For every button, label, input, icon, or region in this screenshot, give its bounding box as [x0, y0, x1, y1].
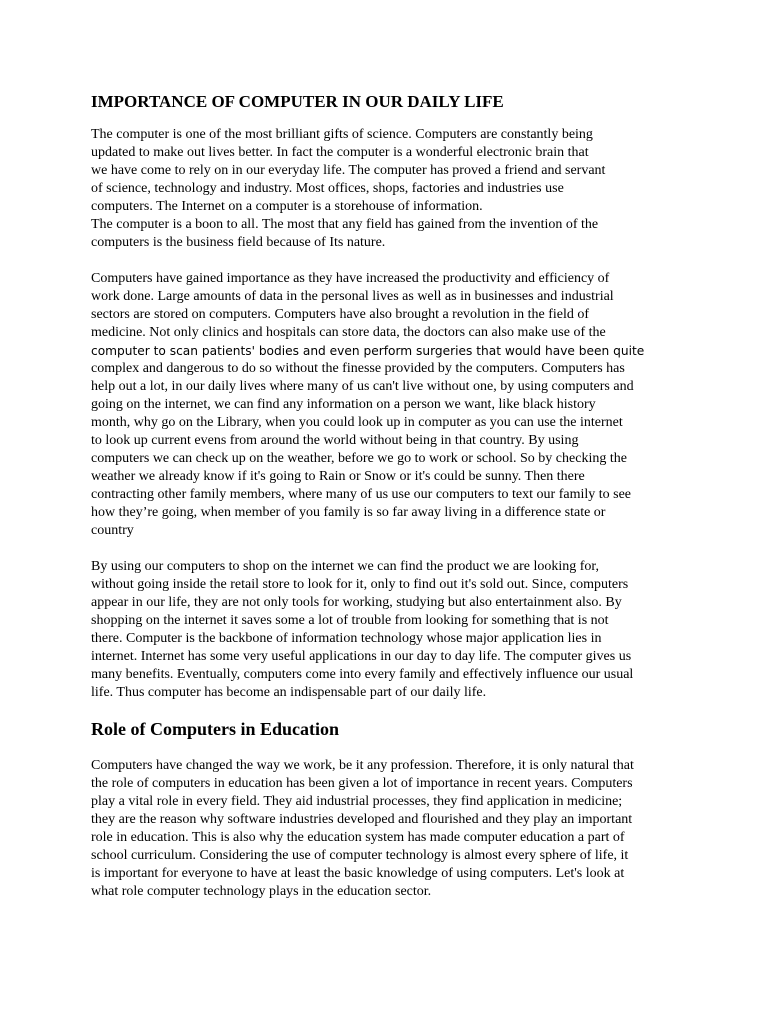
text-line: there. Computer is the backbone of information technology whose major application lies in	[91, 631, 602, 646]
paragraph-spacer	[91, 252, 691, 270]
text-line: computers. The Internet on a computer is a storehouse of information.	[91, 199, 483, 214]
text-line: Computers have changed the way we work, be it any profession. Therefore, it is only natural that	[91, 758, 634, 773]
text-line: many benefits. Eventually, computers come into every family and effectively influence our usual	[91, 667, 634, 682]
document-title: IMPORTANCE OF COMPUTER IN OUR DAILY LIFE	[91, 92, 504, 111]
text-line: is important for everyone to have at least the basic knowledge of using computers. Let's look at	[91, 866, 625, 881]
paragraph-2	[91, 270, 691, 540]
text-line: play a vital role in every field. They aid industrial processes, they find application in medicine;	[91, 794, 623, 809]
text-line: internet. Internet has some very useful applications in our day to day life. The computer gives us	[91, 649, 632, 664]
text-line: shopping on the internet it saves some a lot of trouble from looking for something that is not	[91, 613, 609, 628]
text-line: life. Thus computer has become an indispensable part of our daily life.	[91, 685, 487, 700]
text-line: contracting other family members, where many of us use our computers to text our family to see	[91, 487, 632, 502]
text-line: country	[91, 523, 134, 538]
text-line: weather we already know if it's going to Rain or Snow or it's could be sunny. Then there	[91, 469, 585, 484]
text-line: school curriculum. Considering the use of computer technology is almost every sphere of life, it	[91, 848, 629, 863]
text-line: the role of computers in education has been given a lot of importance in recent years. Computers	[91, 776, 633, 791]
text-line: they are the reason why software industries developed and flourished and they play an important	[91, 812, 633, 827]
text-line: without going inside the retail store to look for it, only to find out it's sold out. Since, computers	[91, 577, 629, 592]
text-line: going on the internet, we can find any information on a person we want, like black history	[91, 397, 596, 412]
paragraph-1	[91, 126, 691, 252]
text-line: medicine. Not only clinics and hospitals can store data, the doctors can also make use of the	[91, 325, 606, 340]
text-line: help out a lot, in our daily lives where many of us can't live without one, by using computers and	[91, 379, 634, 394]
text-line: computer to scan patients' bodies and even perform surgeries that would have been quite	[91, 344, 645, 358]
text-line: updated to make out lives better. In fact the computer is a wonderful electronic brain that	[91, 145, 589, 160]
text-line: work done. Large amounts of data in the personal lives as well as in businesses and industrial	[91, 289, 614, 304]
text-line: complex and dangerous to do so without the finesse provided by the computers. Computers has	[91, 361, 625, 376]
paragraph-spacer	[91, 540, 691, 558]
text-line: what role computer technology plays in the education sector.	[91, 884, 432, 899]
text-line: how they’re going, when member of you family is so far away living in a difference state or	[91, 505, 606, 520]
text-line: of science, technology and industry. Most offices, shops, factories and industries use	[91, 181, 564, 196]
text-line: we have come to rely on in our everyday life. The computer has proved a friend and servant	[91, 163, 606, 178]
text-line: month, why go on the Library, when you could look up in computer as you can use the internet	[91, 415, 623, 430]
section-heading-education: Role of Computers in Education	[91, 719, 340, 739]
text-line: to look up current evens from around the world without being in that country. By using	[91, 433, 579, 448]
text-line: appear in our life, they are not only tools for working, studying but also entertainment also. By	[91, 595, 622, 610]
text-line: role in education. This is also why the education system has made computer education a part of	[91, 830, 625, 845]
text-line: By using our computers to shop on the internet we can find the product we are looking for,	[91, 559, 599, 574]
text-line: computers is the business field because of Its nature.	[91, 235, 386, 250]
text-line: The computer is a boon to all. The most that any field has gained from the invention of the	[91, 217, 599, 232]
paragraph-4	[91, 757, 691, 901]
text-line: sectors are stored on computers. Computers have also brought a revolution in the field of	[91, 307, 590, 322]
text-line: Computers have gained importance as they have increased the productivity and efficiency of	[91, 271, 610, 286]
text-line: computers we can check up on the weather, before we go to work or school. So by checking the	[91, 451, 627, 466]
text-line: The computer is one of the most brilliant gifts of science. Computers are constantly being	[91, 127, 593, 142]
document-content	[91, 92, 691, 901]
paragraph-3	[91, 558, 691, 702]
